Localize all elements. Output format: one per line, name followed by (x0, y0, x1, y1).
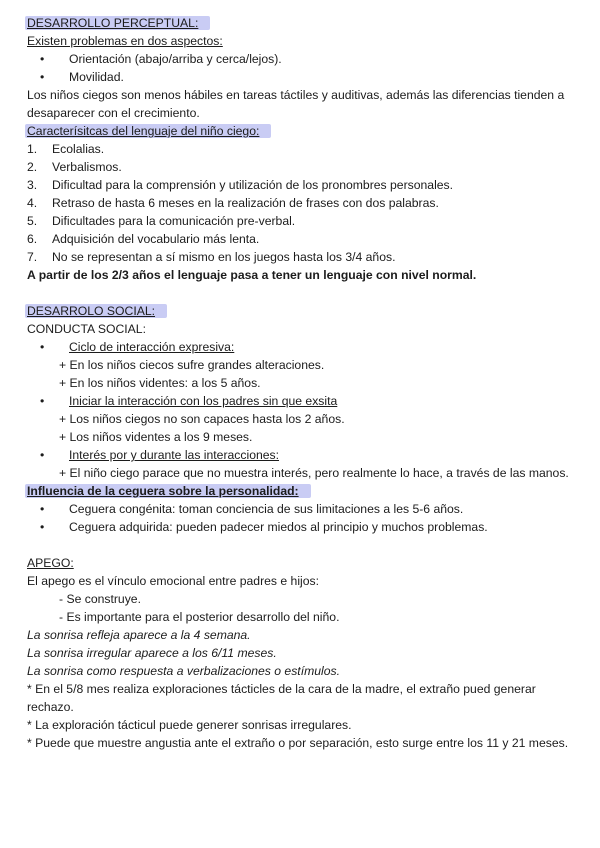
conducta-social-label: CONDUCTA SOCIAL: (27, 322, 146, 336)
star-note: * La exploración tácticul puede generer sonrisas irregulares. (27, 718, 352, 732)
list-item: 4. Retraso de hasta 6 meses en la realización de frases con dos palabras. (27, 196, 439, 210)
italic-note: La sonrisa refleja aparece a la 4 semana. (27, 628, 251, 642)
star-note: * En el 5/8 mes realiza exploraciones tácticles de la cara de la madre, el extraño pued generar rechazo. (27, 682, 536, 714)
italic-note: La sonrisa irregular aparece a los 6/11 meses. (27, 646, 277, 660)
list-item: • Iniciar la interacción con los padres sin que exsita (40, 394, 338, 408)
heading-apego: APEGO: (27, 556, 74, 570)
sub-item: + En los niños ciecos sufre grandes alteraciones. (59, 358, 325, 372)
sub-item: + Los niños ciegos no son capaces hasta los 2 años. (59, 412, 345, 426)
sub-item: + En los niños videntes: a los 5 años. (59, 376, 261, 390)
list-item: 2. Verbalismos. (27, 160, 122, 174)
list-item: • Ceguera adquirida: pueden padecer miedos al principio y muchos problemas. (40, 520, 488, 534)
heading-lenguaje: Caracterísitcas del lenguaje del niño ciego: (25, 124, 271, 138)
star-note: * Puede que muestre angustia ante el extraño o por separación, esto surge entre los 11 y 21 meses. (27, 736, 569, 750)
list-item: 6. Adquisición del vocabulario más lenta. (27, 232, 260, 246)
list-item: • Interés por y durante las interacciones: (40, 448, 280, 462)
apego-intro: El apego es el vínculo emocional entre padres e hijos: (27, 574, 320, 588)
paragraph-perceptual: Los niños ciegos son menos hábiles en tareas táctiles y auditivas, además las diferencias tienden a desaparecer con el crecimiento. (27, 88, 565, 120)
list-item: • Ciclo de interacción expresiva: (40, 340, 235, 354)
sub-item: + Los niños videntes a los 9 meses. (59, 430, 253, 444)
heading-desarrollo-perceptual: DESARROLLO PERCEPTUAL: (25, 16, 210, 30)
italic-note: La sonrisa como respuesta a verbalizaciones o estímulos. (27, 664, 340, 678)
list-item: 3. Dificultad para la comprensión y utilización de los pronombres personales. (27, 178, 454, 192)
dash-item: - Es importante para el posterior desarrollo del niño. (59, 610, 340, 624)
list-item: • Orientación (abajo/arriba y cerca/lejos). (40, 52, 282, 66)
sub-item: + El niño ciego parace que no muestra interés, pero realmente lo hace, a través de las manos. (59, 466, 569, 480)
heading-personalidad: Influencia de la ceguera sobre la personalidad: (25, 484, 311, 498)
list-item: • Ceguera congénita: toman conciencia de sus limitaciones a les 5-6 años. (40, 502, 464, 516)
dash-item: - Se construye. (59, 592, 141, 606)
language-conclusion: A partir de los 2/3 años el lenguaje pasa a tener un lenguaje con nivel normal. (27, 268, 477, 282)
heading-desarrollo-social: DESARROLO SOCIAL: (25, 304, 167, 318)
list-item: 5. Dificultades para la comunicación pre-verbal. (27, 214, 296, 228)
list-item: 7. No se representan a sí mismo en los juegos hasta los 3/4 años. (27, 250, 396, 264)
list-item: • Movilidad. (40, 70, 124, 84)
subheading-problemas: Existen problemas en dos aspectos: (27, 34, 223, 48)
list-item: 1. Ecolalias. (27, 142, 105, 156)
